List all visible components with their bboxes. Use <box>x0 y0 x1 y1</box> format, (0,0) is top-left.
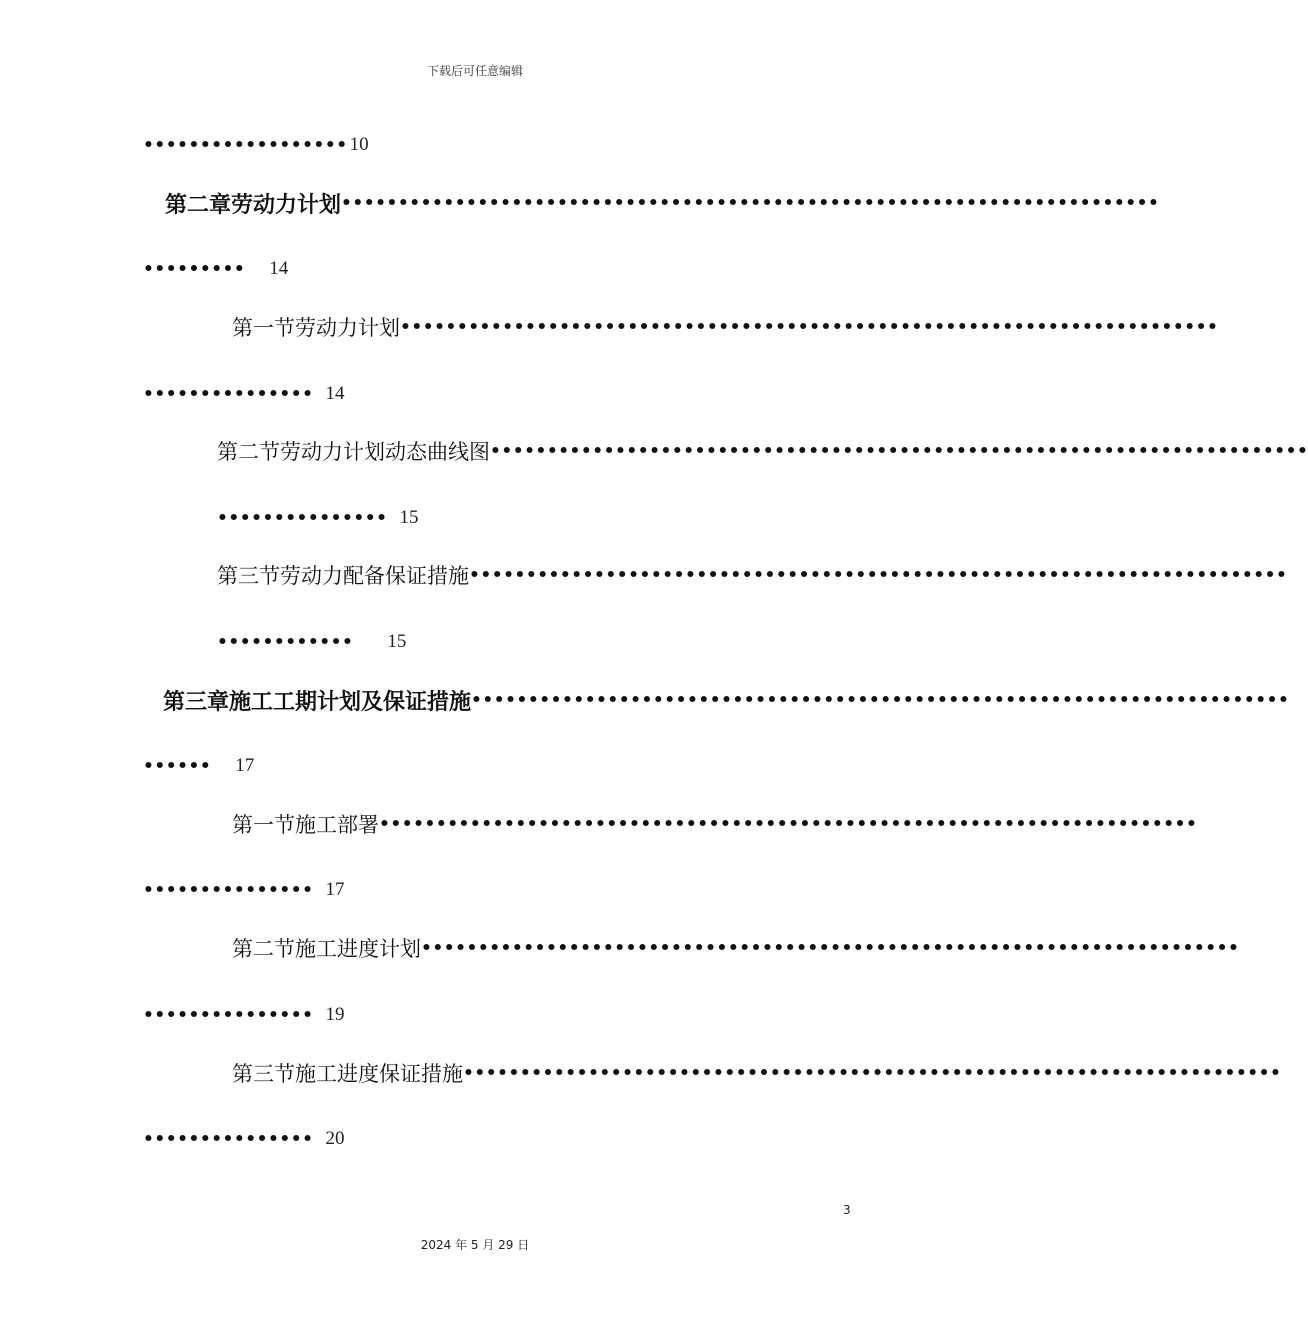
page-footer-date: 2024 年 5 月 29 日 <box>420 1238 530 1252</box>
section-title: 施工部署 <box>295 813 379 837</box>
toc-page-number: 17 <box>325 879 345 900</box>
chapter-label: 第三章 <box>163 689 230 715</box>
leader-dots: •••••••••••••••••••••••••••••••••••••••••••••••••••••••••••••••••••••••• <box>463 1063 1282 1083</box>
leader-dots: •••••••••••••••••••••••••••••••••••••••••••••••••••••••••••••••••••••••• <box>400 317 1219 337</box>
leader-dots: •••••••••••••••••••••••••••••••••••••••••••••••••••••••••••••••••••••••• <box>379 814 1198 834</box>
leader-dots: ••••••••••••••• <box>143 880 314 900</box>
toc-chapter-2[interactable] <box>165 186 1160 220</box>
toc-section-3-2-page <box>143 998 343 1032</box>
chapter-label: 第二章 <box>165 192 232 218</box>
page-header: 下载后可任意编辑 <box>426 64 523 78</box>
toc-page-number: 20 <box>325 1128 345 1149</box>
toc-page-number: 14 <box>269 258 289 279</box>
leader-dots: •••••••••••••••••••••••••••••••••••••••••••••••••••••••••••••••••••••••• <box>471 690 1290 710</box>
chapter-title: 施工工期计划及保证措施 <box>229 689 472 715</box>
toc-page-number: 19 <box>325 1004 345 1025</box>
toc-chapter-2-page <box>143 252 343 286</box>
leader-dots: ••••••••••••••• <box>143 1005 314 1025</box>
toc-section-2-3[interactable] <box>217 558 1288 592</box>
toc-section-3-1[interactable] <box>232 807 1198 841</box>
toc-page-number: 15 <box>399 507 419 528</box>
toc-page-number: 10 <box>349 134 369 155</box>
leader-dots: •••••••••••••••••••••••••••••••••••••••••••••••••••••••••••••••••••••••• <box>490 441 1308 461</box>
leader-dots: ••••••••••••••• <box>143 384 314 404</box>
toc-section-2-1-page <box>143 377 343 411</box>
toc-chapter-3[interactable] <box>163 683 1290 717</box>
section-label: 第一节 <box>232 316 295 340</box>
leader-dots: ••••••••••••••• <box>143 1129 314 1149</box>
toc-section-2-2-page <box>217 501 417 535</box>
toc-section-3-3[interactable] <box>232 1056 1282 1090</box>
leader-dots: •••••••••••••••••••••••••••••••••••••••••••••••••••••••••••••••••••••••• <box>341 193 1160 213</box>
section-title: 劳动力计划 <box>295 316 400 340</box>
page-number: 3 <box>843 1203 851 1217</box>
section-title: 施工进度保证措施 <box>295 1062 463 1086</box>
section-title: 劳动力配备保证措施 <box>280 564 469 588</box>
leader-dots: •••••••••••••••••••••••••••••••••••••••••••••••••••••••••••••••••••••••• <box>421 938 1240 958</box>
toc-chapter-3-page <box>143 749 343 783</box>
leader-dots: •••••••••••• <box>217 632 354 652</box>
toc-section-2-3-page <box>217 625 417 659</box>
toc-section-2-2[interactable] <box>217 434 1308 468</box>
section-label: 第三节 <box>232 1062 295 1086</box>
section-title: 劳动力计划动态曲线图 <box>280 440 490 464</box>
leader-dots: •••••••••••••••••• <box>143 135 348 155</box>
section-label: 第一节 <box>232 813 295 837</box>
leader-dots: ••••••••• <box>143 259 246 279</box>
leader-dots: •••••• <box>143 756 212 776</box>
toc-page-number: 17 <box>235 755 255 776</box>
section-title: 施工进度计划 <box>295 937 421 961</box>
toc-page-number: 15 <box>387 631 407 652</box>
section-label: 第三节 <box>217 564 280 588</box>
section-label: 第二节 <box>232 937 295 961</box>
toc-section-2-1[interactable] <box>232 310 1219 344</box>
toc-continuation[interactable] <box>143 128 369 162</box>
leader-dots: •••••••••••••••••••••••••••••••••••••••••••••••••••••••••••••••••••••••• <box>469 565 1288 585</box>
toc-section-3-1-page <box>143 873 343 907</box>
toc-section-3-3-page <box>143 1122 343 1156</box>
section-label: 第二节 <box>217 440 280 464</box>
chapter-title: 劳动力计划 <box>231 192 342 218</box>
leader-dots: ••••••••••••••• <box>217 508 388 528</box>
toc-section-3-2[interactable] <box>232 931 1240 965</box>
toc-page-number: 14 <box>325 383 345 404</box>
